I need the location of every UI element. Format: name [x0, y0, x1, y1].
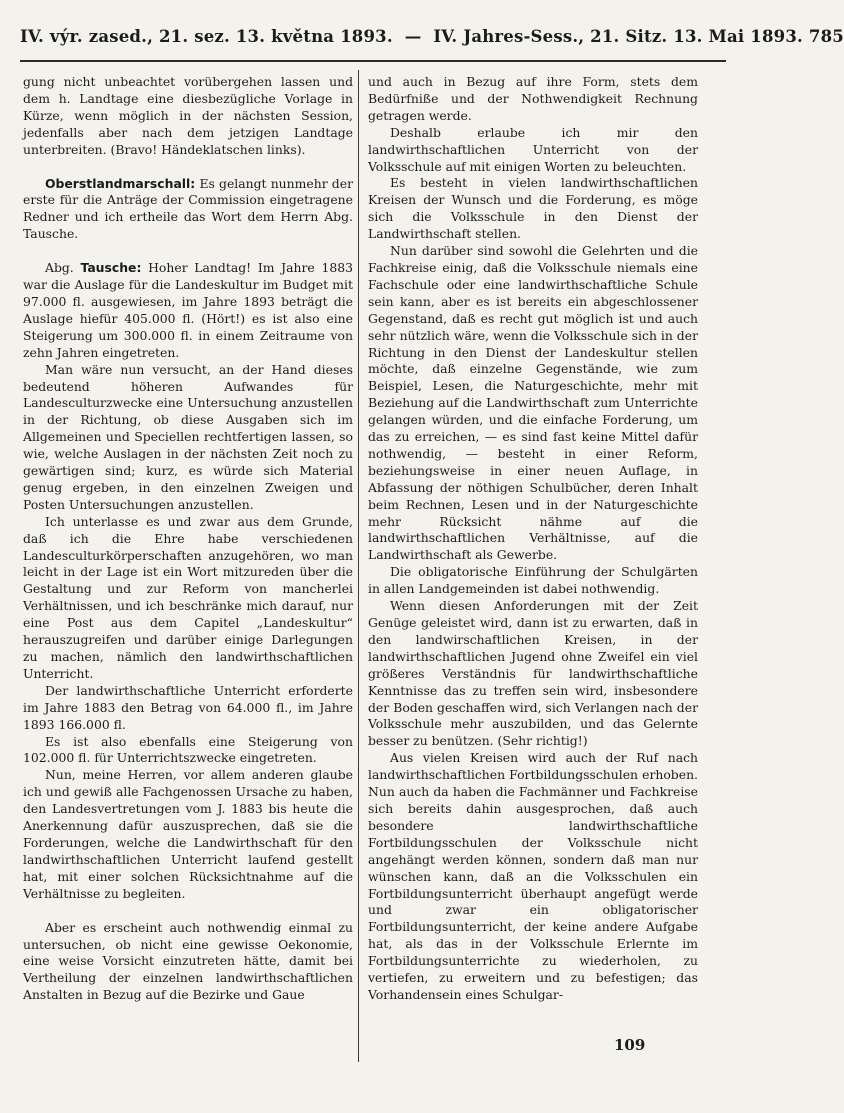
header-separator: — — [404, 27, 422, 46]
paragraph: Der landwirthschaftliche Unterricht erforderte im Jahre 1883 den Betrag von 64.000 fl., im Jahre 1893 166.000 fl. — [23, 682, 353, 732]
speech-text: Hoher Landtag! Im Jahre 1883 war die Auslage für die Landeskultur im Budget mit 97.000 fl. ausgewiesen, im Jahre 1893 beträgt die Auslage hiefür 405.000 fl. (Hört!) es ist also eine Steigerung um 300.000 fl. in einem Zeitraume von zehn Jahren eingetreten. — [23, 260, 353, 360]
page-number: 109 — [614, 1036, 646, 1054]
paragraph — [23, 176, 353, 244]
left-column — [23, 74, 353, 1004]
paragraph: Aber es erscheint auch nothwendig einmal zu untersuchen, ob nicht eine gewisse Oekonomie, eine weise Vorsicht einzutreten hätte, damit bei Vertheilung der einzelnen landwirthschaftlichen Anstalten in Bezug auf die Bezirke und Gaue — [23, 919, 353, 1003]
paragraph: Deshalb erlaube ich mir den landwirthschaftlichen Unterricht von der Volksschule auf mit einigen Worten zu beleuchten. — [368, 124, 698, 174]
paragraph: Aus vielen Kreisen wird auch der Ruf nach landwirthschaftlichen Fortbildungsschulen erhoben. Nun auch da haben die Fachmänner und Fachkreise sich bereits dahin ausgesprochen, daß auch besondere landwirthschaftliche Fortbildungsschulen der Volksschule nicht angehängt werden können, sondern daß man nur wünschen kann, daß an die Volksschulen ein Fortbildungsunterricht überhaupt angefügt werde und zwar ein obligatorischer Fortbildungsunterricht, der keine andere Aufgabe hat, als das in der Volksschule Erlernte im Fortbildungsunterrichte zu wiederholen, zu vertiefen, zu erweitern und zu befestigen; das Vorhandensein eines Schulgar- — [368, 750, 698, 1002]
paragraph: Ich unterlasse es und zwar aus dem Grunde, daß ich die Ehre habe verschiedenen Landesculturkörperschaften anzugehören, wo man leicht in der Lage ist ein Wort mitzureden über die Gestaltung und zur Reform von mancherlei Verhältnissen, und ich beschränke mich darauf, nur eine Post aus dem Capitel „Landeskultur“ herauszugreifen und darüber einige Darlegungen zu machen, nämlich den landwirthschaftlichen Unterricht. — [23, 513, 353, 681]
paragraph: Es ist also ebenfalls eine Steigerung von 102.000 fl. für Unterrichtszwecke eingetreten. — [23, 733, 353, 766]
paragraph: Die obligatorische Einführung der Schulgärten in allen Landgemeinden ist dabei nothwendig. — [368, 564, 698, 597]
speech-text: Es gelangt nunmehr der erste für die Anträge der Commission eingetragene Redner und ich ertheile das Wort dem Herrn Abg. Tausche. — [23, 175, 353, 242]
paragraph: Wenn diesen Anforderungen mit der Zeit Genüge geleistet wird, dann ist zu erwarten, daß in den landwirschaftlichen Kreisen, in der landwirthschaftlichen Jugend ohne Zweifel ein viel größeres Verständnis für landwirthschaftliche Kenntnisse das zu treffen sein wird, insbesondere der Boden geschaffen wird, sich Verlangen nach der Volksschule mehr auszubilden, und das Gelernte besser zu benützen. (Sehr richtig!) — [368, 598, 698, 749]
speaker-name: Oberstlandmarschall: — [45, 175, 196, 191]
paragraph: Es besteht in vielen landwirthschaftlichen Kreisen der Wunsch und die Forderung, es möge sich die Volksschule in den Dienst der Landwirthschaft stellen. — [368, 175, 698, 242]
page-header — [20, 14, 844, 62]
paragraph: und auch in Bezug auf ihre Form, stets dem Bedürfniße und der Nothwendigkeit Rechnung getragen werde. — [368, 74, 698, 123]
paragraph: gung nicht unbeachtet vorübergehen lassen und dem h. Landtage eine diesbezügliche Vorlage in Kürze, wenn möglich in der nächsten Session, jedenfalls aber nach dem jetzigen Landtage unterbreiten. (Bravo! Händeklatschen links). — [23, 74, 353, 157]
paragraph: Man wäre nun versucht, an der Hand dieses bedeutend höheren Aufwandes für Landesculturzwecke eine Untersuchung anzustellen in der Richtung, ob diese Ausgaben sich im Allgemeinen und Speciellen rechtfertigen lassen, so wie, welche Auslagen in der nächsten Zeit noch zu gewärtigen sind; kurz, es würde sich Material genug ergeben, in den einzelnen Zweigen und Posten Untersuchungen anzustellen. — [23, 361, 353, 512]
header-german: IV. Jahres-Sess., 21. Sitz. 13. Mai 1893. 785 — [433, 27, 844, 46]
speaker-prefix: Abg. — [45, 260, 74, 276]
paragraph: Nun, meine Herren, vor allem anderen glaube ich und gewiß alle Fachgenossen Ursache zu haben, den Landesvertretungen vom J. 1883 bis heute die Anerkennung dafür auszusprechen, daß sie die Forderungen, welche die Landwirthschaft für den landwirthschaftlichen Unterricht laufend gestellt hat, mit einer solchen Rücksichtnahme auf die Verhältnisse zu begleiten. — [23, 767, 353, 901]
right-column — [368, 74, 698, 1004]
column-divider — [358, 70, 359, 1062]
paragraph — [23, 260, 353, 361]
speaker-name: Tausche: — [80, 260, 142, 276]
paragraph: Nun darüber sind sowohl die Gelehrten und die Fachkreise einig, daß die Volksschule niemals eine Fachschule oder eine landwirthschaftliche Schule sein kann, aber es ist bereits ein abgeschlossener Gegenstand, daß es recht gut möglich ist und auch sehr nützlich wäre, wenn die Volksschule sich in der Richtung in den Dienst der Landeskultur stellen möchte, daß einzelne Gegenstände, wie zum Beispiel, Lesen, die Naturgeschichte, mehr mit Beziehung auf die Landwirthschaft zum Unterrichte gelangen würden, und die einfache Forderung, um das zu erreichen, — es sind fast keine Mittel dafür nothwendig, — besteht in einer Reform, beziehungsweise in einer neuen Auflage, in Abfassung der nöthigen Schulbücher, deren Inhalt beim Rechnen, Lesen und in der Naturgeschichte mehr Rücksicht nähme auf die landwirthschaftlichen Verhältnisse, auf die Landwirthschaft als Gewerbe. — [368, 243, 698, 563]
header-czech: IV. výr. zased., 21. sez. 13. května 1893. — [20, 27, 393, 46]
